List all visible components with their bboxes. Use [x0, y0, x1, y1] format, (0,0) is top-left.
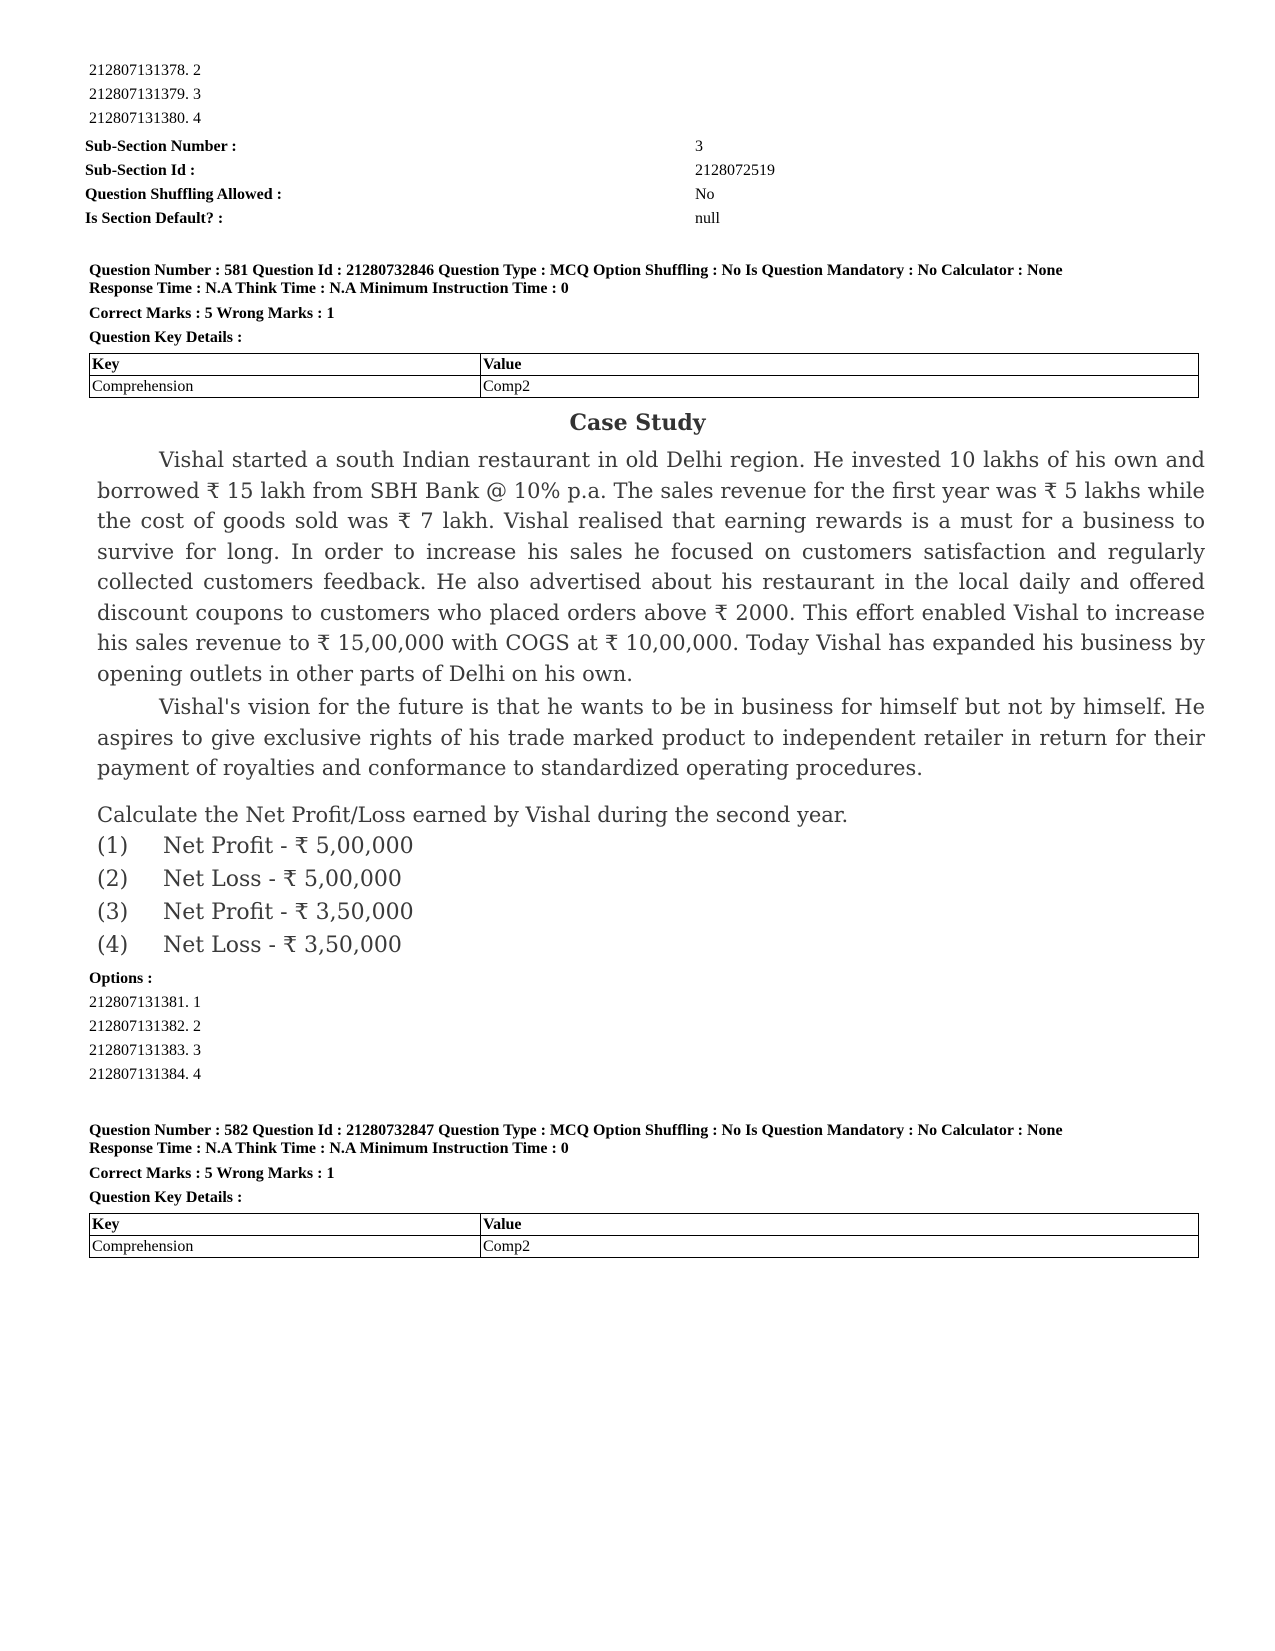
- meta-value: 2128072519: [695, 162, 775, 179]
- answer-choice-2: [97, 865, 402, 895]
- subsection-meta: [85, 138, 985, 238]
- meta-label: Sub-Section Id :: [85, 162, 196, 179]
- choice-text: Net Loss - ₹ 5,00,000: [163, 867, 402, 892]
- case-study-paragraph-1: Vishal started a south Indian restaurant in old Delhi region. He invested 10 lakhs of his own and borrowed ₹ 15 lakh from SBH Bank @ 10% p.a. The sales revenue for the first year was ₹ 5 lakhs while the cost of goods sold was ₹ 7 lakh. Vishal realised that earning rewards is a must for a business to survive for long. In order to increase his sales he focused on customers satisfaction and regularly collected customers feedback. He also advertised about his restaurant in the local daily and offered discount coupons to customers who placed orders above ₹ 2000. This effort enabled Vishal to increase his sales revenue to ₹ 15,00,000 with COGS at ₹ 10,00,000. Today Vishal has expanded his business by opening outlets in other parts of Delhi on his own.: [97, 448, 1205, 686]
- option-item: 212807131384. 4: [89, 1066, 201, 1083]
- q582-key-table: [89, 1213, 1199, 1258]
- q582-key-details-label: Question Key Details :: [89, 1189, 243, 1206]
- q581-key-table: [89, 353, 1199, 398]
- q581-marks: Correct Marks : 5 Wrong Marks : 1: [89, 305, 335, 322]
- choice-number: (3): [97, 900, 129, 925]
- q581-options-label: Options :: [89, 970, 153, 987]
- table-row: [90, 376, 1199, 398]
- key-cell: Comprehension: [90, 1236, 481, 1258]
- q582-header-line2: Response Time : N.A Think Time : N.A Minimum Instruction Time : 0: [89, 1140, 569, 1157]
- meta-label: Sub-Section Number :: [85, 138, 237, 155]
- answer-choice-4: [97, 931, 402, 961]
- option-item: 212807131383. 3: [89, 1042, 201, 1059]
- case-study-paragraph-2: Vishal's vision for the future is that he wants to be in business for himself but not by himself. He aspires to give exclusive rights of his trade marked product to independent retailer in return for their payment of royalties and conformance to standardized operating procedures.: [97, 695, 1205, 780]
- shuffling-allowed-row: [85, 186, 985, 210]
- value-header: Value: [481, 1214, 1199, 1236]
- answer-choice-1: [97, 832, 414, 862]
- table-row: [90, 1236, 1199, 1258]
- choice-text: Net Profit - ₹ 3,50,000: [163, 900, 414, 925]
- meta-label: Is Section Default? :: [85, 210, 224, 227]
- option-item: 212807131382. 2: [89, 1018, 201, 1035]
- option-item: 212807131378. 2: [89, 62, 201, 79]
- key-header: Key: [90, 1214, 481, 1236]
- choice-text: Net Loss - ₹ 3,50,000: [163, 933, 402, 958]
- section-default-row: [85, 210, 985, 234]
- key-cell: Comprehension: [90, 376, 481, 398]
- option-item: 212807131381. 1: [89, 994, 201, 1011]
- value-cell: Comp2: [481, 376, 1199, 398]
- q581-key-details-label: Question Key Details :: [89, 329, 243, 346]
- previous-options-list: [89, 62, 201, 134]
- answer-choice-3: [97, 898, 414, 928]
- table-header-row: [90, 1214, 1199, 1236]
- q581-header-line1: Question Number : 581 Question Id : 21280732846 Question Type : MCQ Option Shuffling : No Is Question Mandatory : No Calculator : None: [89, 262, 1063, 279]
- choice-number: (4): [97, 933, 129, 958]
- case-study-question: Calculate the Net Profit/Loss earned by Vishal during the second year.: [97, 803, 849, 827]
- table-header-row: [90, 354, 1199, 376]
- q582-header-line1: Question Number : 582 Question Id : 21280732847 Question Type : MCQ Option Shuffling : No Is Question Mandatory : No Calculator : None: [89, 1122, 1063, 1139]
- meta-value: null: [695, 210, 720, 227]
- meta-value: No: [695, 186, 715, 203]
- value-cell: Comp2: [481, 1236, 1199, 1258]
- choice-number: (1): [97, 834, 129, 859]
- value-header: Value: [481, 354, 1199, 376]
- choice-number: (2): [97, 867, 129, 892]
- option-item: 212807131379. 3: [89, 86, 201, 103]
- meta-value: 3: [695, 138, 703, 155]
- key-header: Key: [90, 354, 481, 376]
- choice-text: Net Profit - ₹ 5,00,000: [163, 834, 414, 859]
- q581-options-list: [89, 994, 201, 1090]
- option-item: 212807131380. 4: [89, 110, 201, 127]
- q582-marks: Correct Marks : 5 Wrong Marks : 1: [89, 1165, 335, 1182]
- case-study-title: Case Study: [569, 410, 706, 436]
- subsection-number-row: [85, 138, 985, 162]
- meta-label: Question Shuffling Allowed :: [85, 186, 282, 203]
- subsection-id-row: [85, 162, 985, 186]
- q581-header-line2: Response Time : N.A Think Time : N.A Minimum Instruction Time : 0: [89, 280, 569, 297]
